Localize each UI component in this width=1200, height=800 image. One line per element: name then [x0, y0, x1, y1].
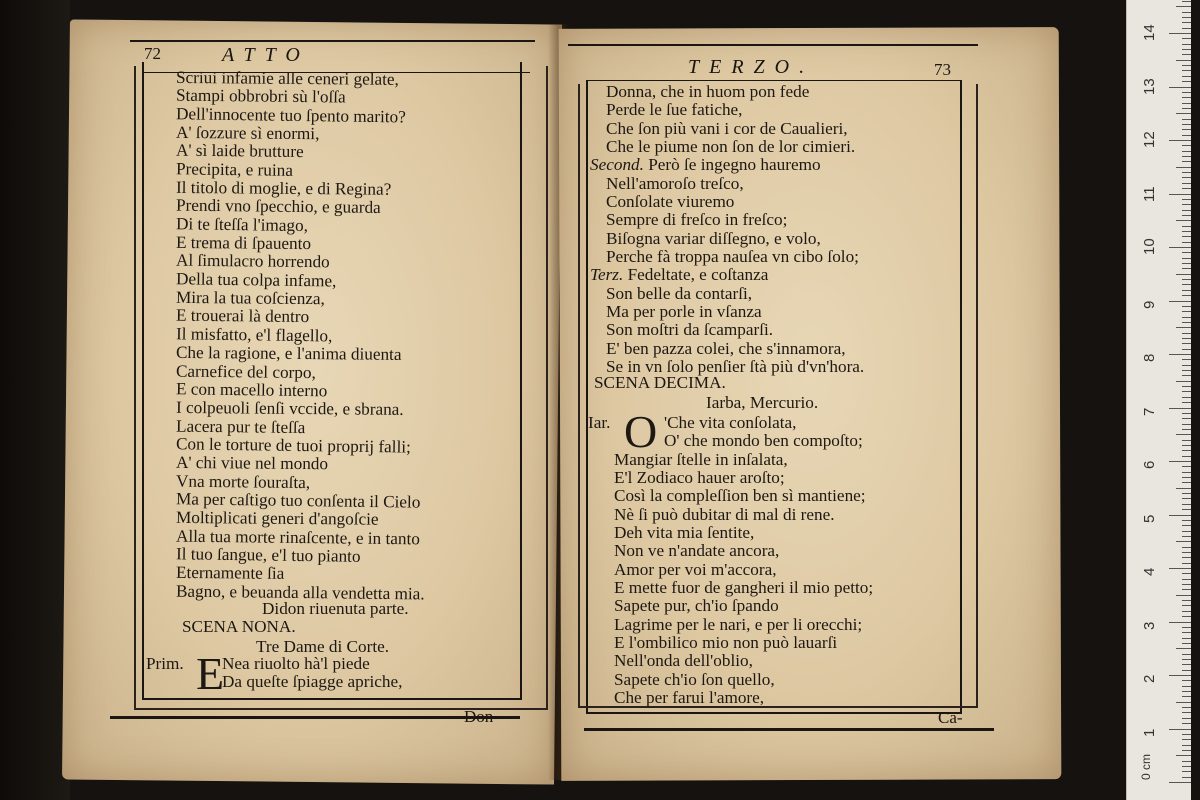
verse-line: Lacera pur te ſteſſa — [175, 416, 306, 437]
left-speech-lines — [222, 655, 402, 692]
ruler-number: 14 — [1141, 24, 1158, 41]
right-scene-title: SCENA DECIMA. — [594, 373, 726, 392]
ruler-tick — [1182, 258, 1191, 259]
ruler-tick — [1182, 600, 1191, 601]
ruler-number: 3 — [1141, 621, 1158, 630]
ruler-tick — [1182, 22, 1191, 23]
ruler-tick — [1176, 220, 1191, 221]
ruler-tick — [1182, 696, 1191, 697]
verse-line — [590, 120, 864, 138]
right-verse-block-2 — [612, 406, 874, 708]
ruler-tick — [1176, 702, 1191, 703]
verse-line: Nea riuolto hà'l piede — [222, 654, 370, 673]
ruler-tick — [1182, 552, 1191, 553]
ruler-tick — [1169, 515, 1191, 516]
ruler-tick — [1176, 327, 1191, 328]
ruler-tick — [1182, 54, 1191, 55]
ruler-tick — [1182, 771, 1191, 772]
ruler-tick — [1182, 44, 1191, 45]
speaker-label: Second. — [590, 155, 649, 175]
ruler-tick — [1182, 365, 1191, 366]
verse-text: E' ben pazza colei, che s'innamora, — [606, 338, 846, 358]
verse-line: Il misfatto, e'l flagello, — [175, 324, 333, 346]
ruler-tick — [1182, 450, 1191, 451]
verse-text: Però ſe ingegno hauremo — [648, 155, 821, 175]
ruler-number: 7 — [1141, 407, 1158, 416]
ruler-tick — [1182, 317, 1191, 318]
verse-line: Ma per caſtigo tuo conſenta il Cielo — [175, 489, 421, 512]
verse-line — [590, 321, 864, 339]
verse-text: Biſogna variar diſſegno, e volo, — [606, 228, 821, 248]
ruler-tick — [1182, 712, 1191, 713]
ruler-number: 13 — [1141, 77, 1158, 95]
ruler-tick — [1182, 268, 1191, 269]
ruler-number: 10 — [1141, 238, 1158, 255]
ruler-tick — [1182, 498, 1191, 499]
ruler-tick — [1182, 632, 1191, 633]
ruler-tick — [1176, 648, 1191, 649]
ruler-tick — [1182, 664, 1191, 665]
ruler-tick — [1182, 643, 1191, 644]
verse-text: Son moſtri da ſcamparſi. — [606, 320, 774, 340]
verse-text: Donna, che in huom pon fede — [606, 82, 810, 101]
ruler-tick — [1182, 177, 1191, 178]
verse-line — [590, 211, 864, 229]
ruler-tick — [1182, 375, 1191, 376]
verse-line: Mira la tua coſcienza, — [175, 288, 325, 309]
ruler-tick — [1182, 370, 1191, 371]
ruler-tick — [1182, 680, 1191, 681]
verse-text: Che le piume non ſon de lor cimieri. — [606, 137, 856, 157]
ruler-tick — [1182, 616, 1191, 617]
verse-text: Che ſon più vani i cor de Caualieri, — [606, 118, 848, 138]
verse-line: A' sì laide brutture — [175, 140, 304, 162]
ruler-tick — [1182, 723, 1191, 724]
verse-line: Sapete ch'io ſon quello, — [614, 669, 775, 689]
ruler-tick — [1182, 750, 1191, 751]
verse-text: Perde le ſue fatiche, — [606, 100, 743, 120]
ruler-tick — [1169, 354, 1191, 355]
left-characters: Tre Dame di Corte. — [256, 637, 390, 656]
right-top-rule — [568, 44, 978, 46]
ruler-tick — [1169, 568, 1191, 569]
ruler-tick — [1182, 124, 1191, 125]
verse-text: Sempre di freſco in freſco; — [606, 210, 788, 230]
verse-line: O' che mondo ben compoſto; — [664, 431, 863, 451]
ruler-tick — [1176, 595, 1191, 596]
ruler-tick — [1182, 135, 1191, 136]
verse-line: Precipita, e ruina — [175, 158, 294, 180]
ruler-tick — [1182, 482, 1191, 483]
ruler-tick — [1182, 145, 1191, 146]
ruler-number: 9 — [1141, 300, 1158, 309]
ruler-tick — [1182, 557, 1191, 558]
left-page-number: 72 — [144, 44, 161, 63]
verse-text: Ma per porle in vſanza — [606, 302, 762, 322]
ruler-tick — [1182, 707, 1191, 708]
ruler-tick — [1182, 188, 1191, 189]
verse-line: Nè ſi può dubitar di mal di rene. — [614, 504, 835, 524]
verse-line: Dell'innocente tuo ſpento marito? — [175, 103, 406, 127]
ruler-tick — [1182, 295, 1191, 296]
ruler-tick — [1182, 263, 1191, 264]
verse-line: Il titolo di moglie, e di Regina? — [175, 177, 392, 199]
ruler-tick — [1182, 156, 1191, 157]
ruler-tick — [1182, 12, 1191, 13]
ruler-number: 5 — [1141, 514, 1158, 523]
right-speaker: Iar. — [588, 413, 611, 432]
verse-line — [590, 101, 864, 119]
ruler-tick — [1182, 242, 1191, 243]
ruler-number: 2 — [1141, 674, 1158, 683]
ruler-tick — [1182, 477, 1191, 478]
verse-text: Perche fà troppa nauſea vn cibo ſolo; — [606, 247, 859, 267]
ruler-tick — [1182, 493, 1191, 494]
ruler-unit-label: 0 cm — [1139, 753, 1154, 781]
ruler-tick — [1182, 338, 1191, 339]
ruler-tick — [1182, 311, 1191, 312]
ruler-tick — [1169, 301, 1191, 302]
ruler-tick — [1169, 622, 1191, 623]
ruler-tick — [1182, 573, 1191, 574]
ruler-tick — [1182, 536, 1191, 537]
ruler-tick — [1182, 547, 1191, 548]
verse-text: Conſolate viuremo — [606, 192, 735, 212]
ruler-number: 8 — [1141, 353, 1158, 362]
right-characters: Iarba, Mercurio. — [706, 393, 819, 412]
ruler-tick — [1182, 231, 1191, 232]
ruler-tick — [1182, 349, 1191, 350]
ruler-tick — [1182, 734, 1191, 735]
verse-line: Che per farui l'amore, — [614, 688, 765, 708]
verse-line: Di te ſteſſa l'imago, — [175, 214, 309, 235]
ruler-tick — [1182, 215, 1191, 216]
ruler-tick — [1182, 129, 1191, 130]
ruler-tick — [1182, 28, 1191, 29]
right-dropcap: O — [624, 406, 658, 457]
ruler-tick — [1182, 306, 1191, 307]
ruler-tick — [1182, 472, 1191, 473]
ruler-tick — [1182, 466, 1191, 467]
ruler-tick — [1182, 199, 1191, 200]
verse-line: E l'ombilico mio non può lauarſi — [614, 633, 838, 653]
ruler-tick — [1182, 172, 1191, 173]
verse-line: Lagrime per le nari, e per li orecchi; — [614, 614, 863, 634]
left-bottom-rule — [110, 716, 520, 719]
ruler-tick — [1182, 504, 1191, 505]
background-shadow — [0, 0, 70, 800]
right-running-header: TERZO. — [688, 56, 815, 78]
ruler-tick — [1182, 718, 1191, 719]
ruler-tick — [1182, 605, 1191, 606]
verse-line — [590, 83, 864, 101]
verse-line — [590, 230, 864, 248]
verse-line: Al ſimulacro horrendo — [175, 251, 330, 272]
measurement-ruler — [1126, 0, 1191, 800]
left-stage-direction: Didon riuenuta parte. — [262, 599, 409, 618]
ruler-tick — [1182, 691, 1191, 692]
right-bottom-rule — [584, 728, 994, 731]
ruler-tick — [1182, 76, 1191, 77]
right-header-rule — [586, 80, 960, 81]
ruler-tick — [1182, 279, 1191, 280]
verse-line — [590, 303, 864, 321]
ruler-tick — [1182, 509, 1191, 510]
ruler-tick — [1182, 92, 1191, 93]
ruler-tick — [1182, 17, 1191, 18]
verse-line — [590, 175, 864, 193]
ruler-tick — [1182, 290, 1191, 291]
ruler-tick — [1182, 70, 1191, 71]
ruler-tick — [1182, 226, 1191, 227]
ruler-tick — [1182, 520, 1191, 521]
ruler-tick — [1182, 333, 1191, 334]
ruler-number: 11 — [1141, 185, 1158, 202]
ruler-tick — [1182, 654, 1191, 655]
ruler-tick — [1182, 402, 1191, 403]
verse-line: Non ve n'andate ancora, — [614, 541, 780, 561]
ruler-tick — [1182, 210, 1191, 211]
ruler-tick — [1169, 33, 1191, 34]
ruler-tick — [1182, 252, 1191, 253]
verse-line: Mangiar ſtelle in inſalata, — [614, 449, 788, 469]
verse-line: E trema di ſpauento — [175, 233, 312, 254]
verse-line: E trouerai là dentro — [175, 306, 310, 327]
verse-line: I colpeuoli ſenſi vccide, e sbrana. — [175, 398, 404, 420]
ruler-number: 1 — [1141, 728, 1158, 737]
right-page-number: 73 — [934, 60, 951, 79]
verse-line — [590, 285, 864, 303]
speaker-label: Terz. — [590, 265, 628, 285]
verse-line: E mette fuor de gangheri il mio petto; — [614, 578, 874, 598]
ruler-tick — [1182, 386, 1191, 387]
ruler-tick — [1182, 49, 1191, 50]
verse-line: 'Che vita conſolata, — [664, 413, 797, 432]
ruler-tick — [1176, 488, 1191, 489]
left-scene-title: SCENA NONA. — [182, 617, 296, 636]
ruler-tick — [1182, 424, 1191, 425]
ruler-number: 4 — [1141, 567, 1158, 576]
ruler-tick — [1182, 745, 1191, 746]
verse-line: Carnefice del corpo, — [175, 361, 316, 382]
ruler-tick — [1169, 87, 1191, 88]
ruler-tick — [1182, 531, 1191, 532]
left-running-header: ATTO — [222, 44, 310, 66]
verse-line — [590, 340, 864, 358]
ruler-tick — [1182, 343, 1191, 344]
left-catchword: Don- — [464, 707, 499, 726]
verse-line: E con macello interno — [175, 379, 328, 401]
ruler-tick — [1182, 1, 1191, 2]
ruler-tick — [1169, 729, 1191, 730]
verse-line: Eternamente ſia — [175, 563, 285, 584]
ruler-tick — [1182, 38, 1191, 39]
verse-line: Da queſte ſpiagge apriche, — [222, 672, 403, 692]
ruler-tick — [1176, 6, 1191, 7]
verse-line — [590, 156, 864, 174]
ruler-tick — [1182, 659, 1191, 660]
verse-text: Fedeltate, e coſtanza — [627, 265, 769, 285]
ruler-tick — [1182, 584, 1191, 585]
ruler-tick — [1182, 777, 1191, 778]
ruler-tick — [1182, 204, 1191, 205]
ruler-tick — [1182, 445, 1191, 446]
ruler-tick — [1182, 391, 1191, 392]
verse-line: Stampi obbrobri sù l'oſſa — [175, 85, 346, 107]
ruler-tick — [1182, 97, 1191, 98]
ruler-tick — [1182, 359, 1191, 360]
verse-line: Con le torture de tuoi proprij falli; — [175, 434, 411, 457]
ruler-tick — [1176, 113, 1191, 114]
left-speaker: Prim. — [146, 654, 184, 673]
ruler-tick — [1182, 65, 1191, 66]
ruler-tick — [1182, 108, 1191, 109]
verse-line: Prendi vno ſpecchio, e guarda — [175, 195, 381, 218]
ruler-tick — [1182, 151, 1191, 152]
right-catchword: Ca- — [938, 708, 963, 727]
verse-line — [590, 193, 864, 211]
ruler-tick — [1182, 739, 1191, 740]
left-dropcap: E — [196, 648, 225, 699]
ruler-tick — [1182, 563, 1191, 564]
ruler-tick — [1182, 670, 1191, 671]
ruler-tick — [1169, 247, 1191, 248]
verse-line — [590, 266, 864, 284]
ruler-tick — [1182, 413, 1191, 414]
ruler-tick — [1176, 434, 1191, 435]
ruler-tick — [1176, 274, 1191, 275]
ruler-tick — [1176, 755, 1191, 756]
ruler-tick — [1182, 589, 1191, 590]
verse-text: Nell'amoroſo treſco, — [606, 173, 744, 193]
ruler-tick — [1182, 638, 1191, 639]
ruler-tick — [1182, 284, 1191, 285]
ruler-tick — [1182, 579, 1191, 580]
ruler-tick — [1169, 782, 1191, 783]
ruler-tick — [1182, 440, 1191, 441]
ruler-tick — [1182, 119, 1191, 120]
ruler-tick — [1182, 761, 1191, 762]
verse-line: Scriui infamie alle ceneri gelate, — [175, 67, 399, 89]
verse-line: Che la ragione, e l'anima diuenta — [175, 343, 402, 365]
ruler-tick — [1182, 686, 1191, 687]
verse-line — [590, 138, 864, 156]
ruler-tick — [1169, 194, 1191, 195]
left-verse-block — [175, 67, 425, 604]
ruler-tick — [1169, 408, 1191, 409]
ruler-tick — [1169, 461, 1191, 462]
ruler-tick — [1176, 381, 1191, 382]
right-verse-block — [590, 83, 864, 377]
verse-line — [590, 248, 864, 266]
verse-line: E'l Zodiaco hauer aroſto; — [614, 468, 785, 488]
ruler-tick — [1169, 140, 1191, 141]
ruler-tick — [1176, 541, 1191, 542]
ruler-tick — [1182, 161, 1191, 162]
verse-line: Nell'onda dell'oblio, — [614, 651, 753, 671]
verse-line: Bagno, e beuanda alla vendetta mia. — [175, 581, 425, 604]
left-top-rule — [130, 40, 535, 42]
verse-line: Della tua colpa infame, — [175, 269, 337, 291]
ruler-tick — [1182, 429, 1191, 430]
verse-line: Deh vita mia ſentite, — [614, 523, 755, 543]
verse-text: Son belle da contarſi, — [606, 283, 753, 303]
ruler-number: 6 — [1141, 460, 1158, 469]
ruler-tick — [1182, 611, 1191, 612]
ruler-tick — [1182, 322, 1191, 323]
ruler-tick — [1182, 627, 1191, 628]
ruler-tick — [1182, 183, 1191, 184]
ruler-tick — [1169, 675, 1191, 676]
verse-line: A' chi viue nel mondo — [175, 453, 329, 474]
ruler-tick — [1182, 418, 1191, 419]
verse-line: Vna morte ſouraſta, — [175, 471, 311, 492]
ruler-number: 12 — [1141, 131, 1158, 148]
verse-line: Amor per voi m'accora, — [614, 559, 777, 579]
verse-line: Alla tua morte rinaſcente, e in tanto — [175, 526, 420, 548]
verse-line: Sapete pur, ch'io ſpando — [614, 596, 779, 616]
ruler-tick — [1182, 236, 1191, 237]
ruler-tick — [1182, 397, 1191, 398]
verse-line: Il tuo ſangue, e'l tuo pianto — [175, 544, 361, 566]
ruler-tick — [1182, 81, 1191, 82]
ruler-tick — [1182, 766, 1191, 767]
verse-line: A' ſozzure sì enormi, — [175, 122, 320, 144]
ruler-tick — [1182, 525, 1191, 526]
verse-line: Così la compleſſion ben sì mantiene; — [614, 486, 866, 506]
ruler-tick — [1176, 60, 1191, 61]
ruler-tick — [1182, 103, 1191, 104]
verse-line: Moltiplicati generi d'angoſcie — [175, 508, 379, 529]
verse-text: Se in vn ſolo penſier ſtà più d'vn'hora. — [606, 357, 865, 377]
ruler-tick — [1176, 167, 1191, 168]
ruler-tick — [1182, 456, 1191, 457]
